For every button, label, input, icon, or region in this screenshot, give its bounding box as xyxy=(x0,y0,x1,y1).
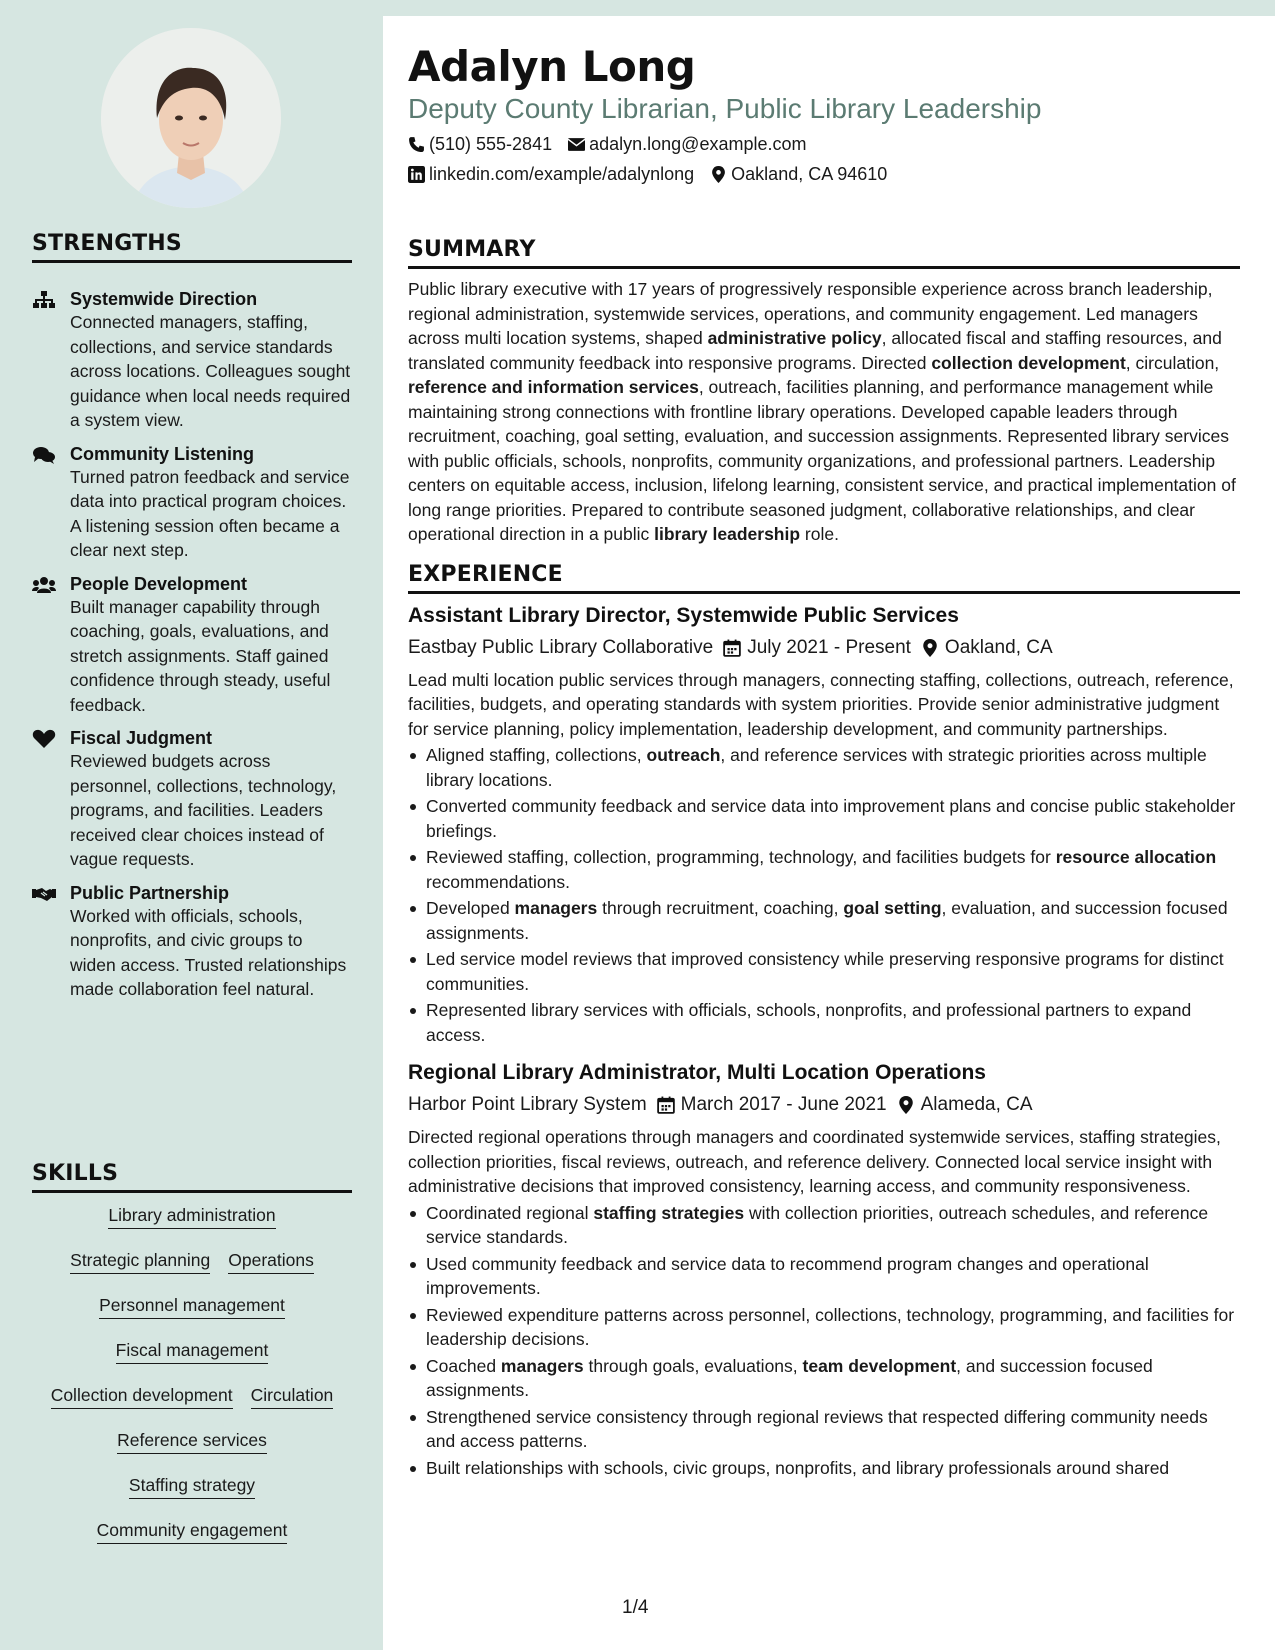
skill-tag: Reference services xyxy=(117,1428,267,1454)
skill-row xyxy=(32,1338,352,1383)
skill-row xyxy=(32,1428,352,1473)
job-dates-text: July 2021 - Present xyxy=(747,636,911,658)
text-run: , outreach, facilities planning, and performance management while maintaining strong connections with frontline library operations. Developed capable leaders through recruitment, coaching, goal setting, evaluation, and succession assignments. Represented library services with public officials, schools, nonprofits, community organizations, and professional partners. Leadership centers on equitable access, inclusion, lifelong learning, consistent service, and practical implementation of long range priorities. Prepared to contribute seasoned judgment, collaborative relationships, and clear operational direction in a public xyxy=(408,377,1236,544)
page-number: 1/4 xyxy=(622,1597,649,1618)
phone-icon xyxy=(408,136,425,153)
text-run: Strengthened service consistency through regional reviews that respected differing community needs and access patterns. xyxy=(426,1406,1208,1451)
bold-text: administrative policy xyxy=(707,328,882,348)
strengths-list xyxy=(32,288,352,1012)
email-contact[interactable] xyxy=(568,132,806,156)
job-dates xyxy=(723,634,911,662)
linkedin-contact[interactable] xyxy=(408,162,694,186)
comments-icon xyxy=(32,445,56,465)
job-description: Directed regional operations through managers and coordinated systemwide services, staffing strategies, collection priorities, fiscal reviews, outreach, and reference delivery. Connected local service insight with administrative decisions that improved consistency, learning access, and community responsiveness. xyxy=(408,1127,1221,1196)
job-dates xyxy=(657,1091,887,1119)
job-org: Harbor Point Library System xyxy=(408,1094,647,1115)
text-run: Public library executive with 17 years of progressively responsible experience across branch leadership, regional administration, systemwide services, operations, and community engagement. Led managers across multi location systems, shaped xyxy=(408,279,1213,348)
job-meta xyxy=(408,634,1240,662)
strength-item xyxy=(32,288,352,433)
skill-tag: Circulation xyxy=(251,1383,334,1409)
text-run: Represented library services with officials, schools, nonprofits, and professional partners to expand access. xyxy=(426,1000,1192,1045)
skills-heading: SKILLS xyxy=(32,1160,352,1193)
strength-item xyxy=(32,573,352,718)
skill-tag: Fiscal management xyxy=(116,1338,269,1364)
skill-tag: Collection development xyxy=(51,1383,233,1409)
text-run: , and succession focused assignments. xyxy=(426,1355,1153,1400)
bullet-item xyxy=(408,1252,1240,1301)
job-entry xyxy=(408,1059,1240,1480)
location-contact xyxy=(710,162,887,186)
text-run: Coached xyxy=(426,1355,501,1376)
job-location-text: Oakland, CA xyxy=(944,636,1053,658)
heart-icon xyxy=(32,729,56,749)
text-run: Reviewed staffing, collection, programming, technology, and facilities budgets for xyxy=(426,847,1056,867)
skill-tag: Personnel management xyxy=(99,1293,285,1319)
job-dates-text: March 2017 - June 2021 xyxy=(680,1094,887,1115)
job-title: Regional Library Administrator, Multi Location Operations xyxy=(408,1061,986,1084)
map-pin-icon xyxy=(921,639,939,657)
linkedin-icon xyxy=(408,166,425,183)
strength-desc: Built manager capability through coaching, goals, evaluations, and stretch assignments. Staff gained confidence through steady, useful feedback. xyxy=(70,596,331,715)
skill-tag: Operations xyxy=(228,1248,314,1274)
sitemap-icon xyxy=(32,290,56,310)
strength-title: Fiscal Judgment xyxy=(70,728,213,748)
bullet-item xyxy=(408,998,1240,1047)
text-run: through recruitment, coaching, xyxy=(597,898,844,918)
sidebar xyxy=(0,0,383,1650)
strength-title: Community Listening xyxy=(70,443,254,464)
job-org: Eastbay Public Library Collaborative xyxy=(408,636,714,658)
strength-title: People Development xyxy=(70,573,248,594)
text-run: Developed xyxy=(426,898,515,918)
bullet-item xyxy=(408,845,1240,894)
bold-text: outreach xyxy=(646,745,721,765)
summary-heading: SUMMARY xyxy=(408,236,1240,269)
profile-photo xyxy=(101,28,281,208)
bold-text: reference and information services xyxy=(408,377,699,397)
strength-item xyxy=(32,882,352,1002)
job-location-text: Alameda, CA xyxy=(920,1094,1033,1115)
skill-row xyxy=(32,1203,352,1248)
skill-row xyxy=(32,1293,352,1338)
skills-list xyxy=(32,1203,352,1563)
calendar-icon xyxy=(657,1096,675,1114)
job-title: Assistant Library Director, Systemwide Public Services xyxy=(408,603,959,627)
candidate-title: Deputy County Librarian, Public Library Leadership xyxy=(408,93,1042,124)
text-run: , circulation, xyxy=(1125,352,1220,373)
text-run: Coordinated regional xyxy=(426,1202,594,1223)
experience-heading: EXPERIENCE xyxy=(408,561,1240,594)
strengths-heading: STRENGTHS xyxy=(32,230,352,263)
skill-row xyxy=(32,1473,352,1518)
job-bullets xyxy=(408,743,1240,1047)
job-location xyxy=(921,634,1053,662)
strength-title: Public Partnership xyxy=(70,882,230,903)
job-description: Lead multi location public services through managers, connecting staffing, collections, outreach, reference, facilities, budgets, and operating standards with system priorities. Provide senior administrative judgment for service planning, policy implementation, leadership development, and community partnerships. xyxy=(408,669,1234,739)
skill-tag: Strategic planning xyxy=(70,1248,210,1274)
strength-desc: Worked with officials, schools, nonprofits, and civic groups to widen access. Trusted relationships made collaboration feel natural. xyxy=(70,905,347,999)
job-meta xyxy=(408,1091,1240,1119)
bold-text: library leadership xyxy=(654,524,801,544)
strength-desc: Reviewed budgets across personnel, collections, technology, programs, and facilities. Leaders received clear choices instead of vague requests. xyxy=(70,751,337,869)
bold-text: collection development xyxy=(931,352,1126,373)
job-entry xyxy=(408,602,1240,1048)
text-run: with collection priorities, outreach schedules, and reference service standards. xyxy=(426,1202,1209,1247)
calendar-icon xyxy=(723,639,741,657)
text-run: role. xyxy=(800,524,839,544)
main-content xyxy=(408,16,1240,1482)
skill-tag: Staffing strategy xyxy=(129,1473,255,1499)
email-text: adalyn.long@example.com xyxy=(589,134,807,154)
skill-tag: Community engagement xyxy=(97,1518,288,1544)
text-run: Used community feedback and service data to recommend program changes and operational improvements. xyxy=(426,1253,1149,1298)
text-run: , and reference services with strategic priorities across multiple library locations. xyxy=(426,745,1207,790)
strength-desc: Turned patron feedback and service data into practical program choices. A listening session often became a clear next step. xyxy=(70,466,350,560)
bullet-item xyxy=(408,1456,1240,1481)
bold-text: team development xyxy=(802,1355,957,1376)
map-pin-icon xyxy=(710,166,727,183)
contact-row-2 xyxy=(408,162,1240,186)
bold-text: managers xyxy=(514,898,598,918)
text-run: Reviewed expenditure patterns across personnel, collections, technology, programming, and facilities for leadership decisions. xyxy=(426,1304,1235,1349)
job-bullets xyxy=(408,1201,1240,1481)
summary-text xyxy=(408,277,1240,547)
contact-row-1 xyxy=(408,132,1240,156)
map-pin-icon xyxy=(897,1096,915,1114)
bullet-item xyxy=(408,896,1240,945)
text-run: , allocated fiscal and staffing resources, and translated community feedback into responsive programs. Directed xyxy=(408,328,1222,373)
strength-item xyxy=(32,443,352,563)
bullet-item xyxy=(408,1303,1240,1352)
phone-text: (510) 555-2841 xyxy=(429,134,553,154)
text-run: Led service model reviews that improved consistency while preserving responsive programs for distinct communities. xyxy=(426,949,1224,994)
handshake-icon xyxy=(32,884,56,904)
bullet-item xyxy=(408,794,1240,843)
text-run: recommendations. xyxy=(426,871,570,892)
top-accent-strip xyxy=(383,0,1275,16)
text-run: Built relationships with schools, civic groups, nonprofits, and library professionals around shared xyxy=(426,1457,1170,1478)
bullet-item xyxy=(408,1405,1240,1454)
strength-title: Systemwide Direction xyxy=(70,289,258,309)
text-run: Aligned staffing, collections, xyxy=(426,745,647,765)
skill-row xyxy=(32,1248,352,1293)
bold-text: resource allocation xyxy=(1055,847,1217,867)
strength-desc: Connected managers, staffing, collections, and service standards across locations. Colleagues sought guidance when local needs required a system view. xyxy=(70,312,351,430)
users-icon xyxy=(32,575,56,595)
bold-text: goal setting xyxy=(843,898,942,918)
linkedin-text: linkedin.com/example/adalynlong xyxy=(429,164,695,184)
envelope-icon xyxy=(568,136,585,153)
bullet-item xyxy=(408,1354,1240,1403)
skill-tag: Library administration xyxy=(108,1203,275,1229)
candidate-name: Adalyn Long xyxy=(408,42,696,91)
text-run: through goals, evaluations, xyxy=(583,1355,803,1376)
strength-item xyxy=(32,727,352,872)
text-run: Converted community feedback and service data into improvement plans and concise public stakeholder briefings. xyxy=(426,796,1236,841)
bold-text: managers xyxy=(500,1355,584,1376)
location-text: Oakland, CA 94610 xyxy=(731,164,888,184)
skill-row xyxy=(32,1518,352,1563)
text-run: , evaluation, and succession focused assignments. xyxy=(426,898,1228,943)
bullet-item xyxy=(408,947,1240,996)
bold-text: staffing strategies xyxy=(593,1202,745,1223)
bullet-item xyxy=(408,743,1240,792)
skill-row xyxy=(32,1383,352,1428)
bullet-item xyxy=(408,1201,1240,1250)
job-location xyxy=(897,1091,1033,1119)
phone-contact[interactable] xyxy=(408,132,552,156)
